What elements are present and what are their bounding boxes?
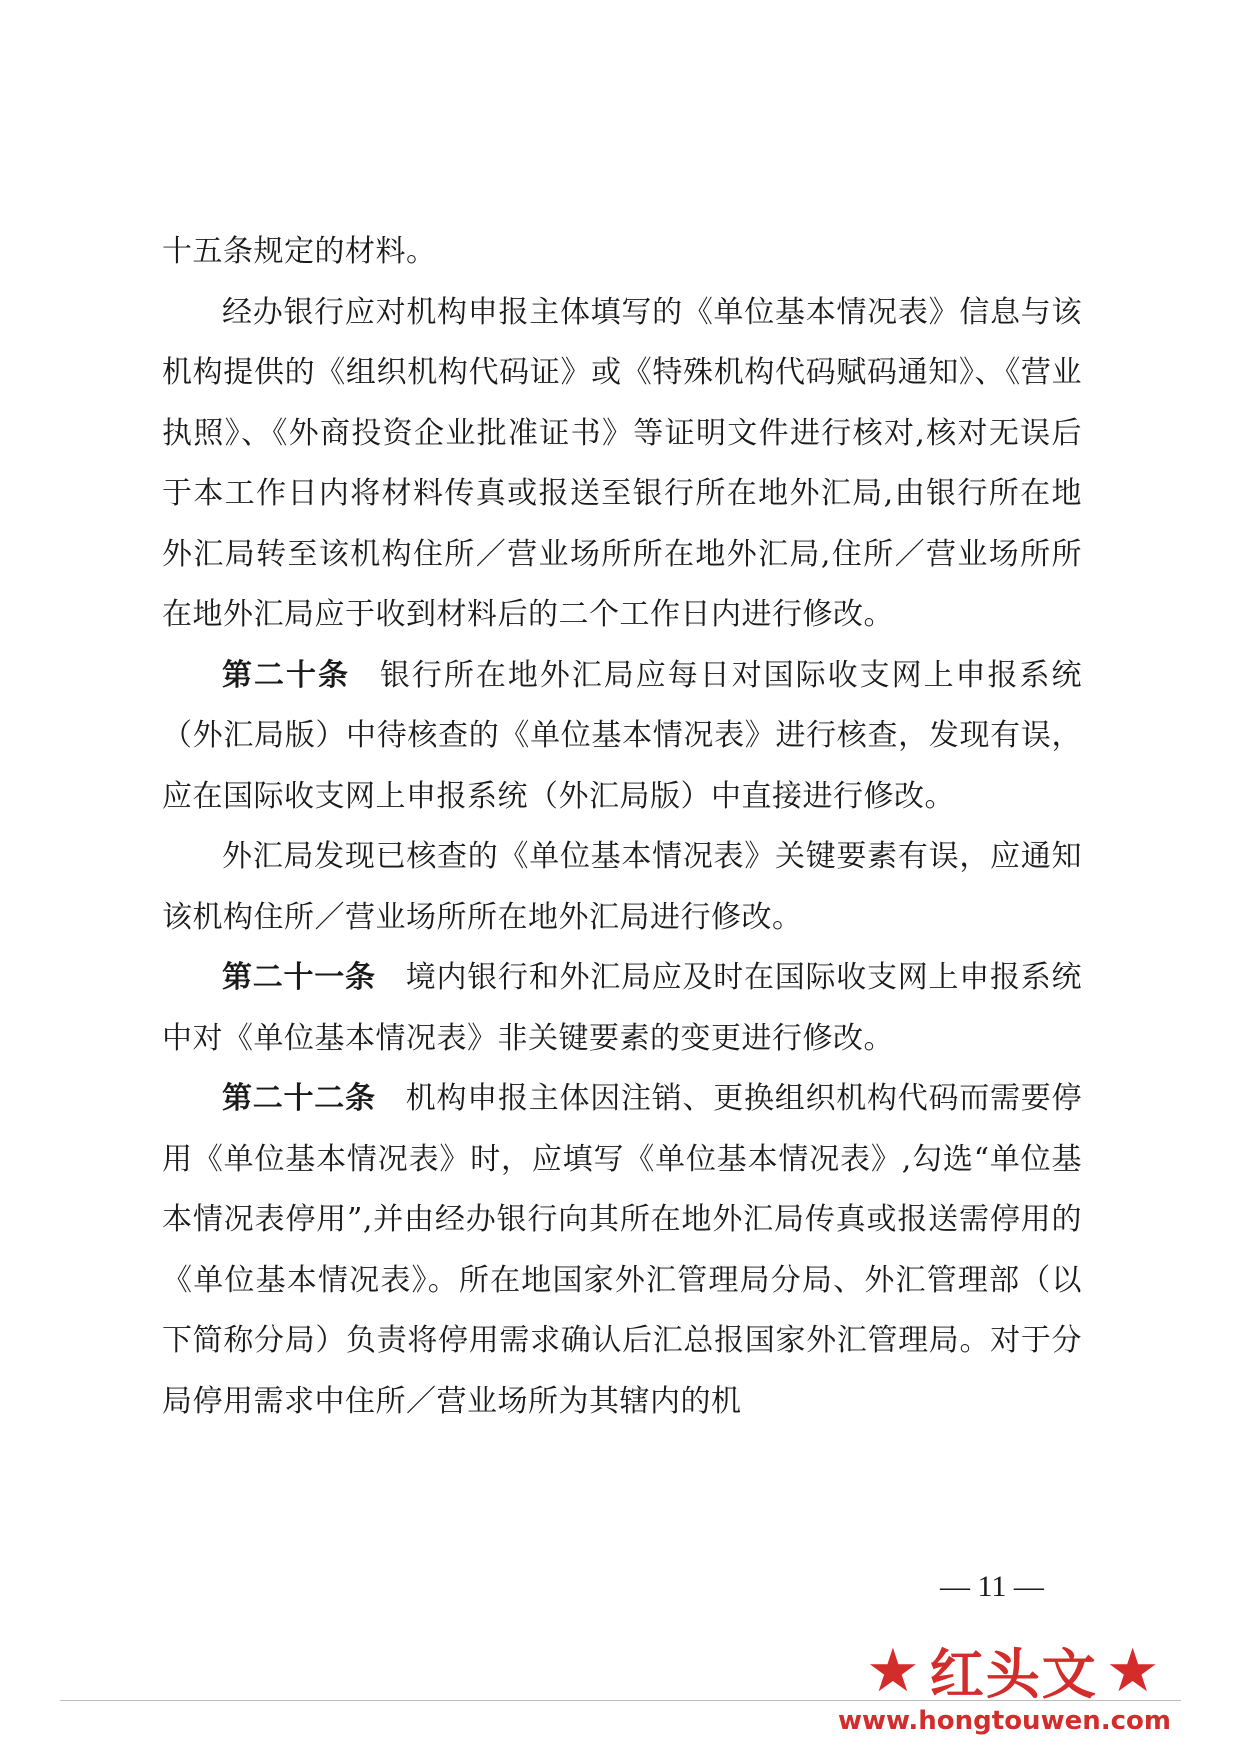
watermark-text: 红头文 (929, 1643, 1098, 1706)
paragraph-text: 银行所在地外汇局应每日对国际收支网上申报系统（外汇局版）中待核查的《单位基本情况表》进行核查，发现有误，应在国际收支网上申报系统（外汇局版）中直接进行修改。 (162, 657, 1083, 814)
paragraph-text: 经办银行应对机构申报主体填写的《单位基本情况表》信息与该机构提供的《组织机构代码证》或《特殊机构代码赋码通知》、《营业执照》、《外商投资企业批准证书》等证明文件进行核对,核对无误后于本工作日内将材料传真或报送至银行所在地外汇局,由银行所在地外汇局转至该机构住所／营业场所所在地外汇局,住所／营业场所所在地外汇局应于收到材料后的二个工作日内进行修改。 (162, 294, 1082, 632)
star-icon: ★ (866, 1635, 922, 1706)
article-number: 第二十二条 (222, 1081, 376, 1116)
paragraph (162, 222, 1082, 283)
paragraph (162, 1069, 1082, 1432)
article-number: 第二十条 (222, 657, 350, 693)
paragraph-text: 十五条规定的材料。 (162, 234, 437, 269)
paragraph (162, 948, 1082, 1069)
paragraph (162, 646, 1082, 828)
watermark-logo (866, 1632, 1162, 1709)
paragraph-text: 境内银行和外汇局应及时在国际收支网上申报系统中对《单位基本情况表》非关键要素的变更进行修改。 (162, 960, 1082, 1056)
paragraph-text: 机构申报主体因注销、更换组织机构代码而需要停用《单位基本情况表》时，应填写《单位基本情况表》,勾选“单位基本情况表停用”,并由经办银行向其所在地外汇局传真或报送需停用的《单位基本情况表》。所在地国家外汇管理局分局、外汇管理部（以下简称分局）负责将停用需求确认后汇总报国家外汇管理局。对于分局停用需求中住所／营业场所为其辖内的机 (162, 1081, 1082, 1419)
paragraph (162, 827, 1082, 948)
page-number: — 11 — (940, 1570, 1044, 1603)
star-icon: ★ (1105, 1635, 1162, 1706)
article-number: 第二十一条 (222, 960, 376, 995)
paragraph-text: 外汇局发现已核查的《单位基本情况表》关键要素有误，应通知该机构住所／营业场所所在地外汇局进行修改。 (162, 839, 1082, 935)
document-body (162, 222, 1082, 1432)
watermark-url[interactable]: www.hongtouwen.com (838, 1706, 1171, 1736)
paragraph (162, 283, 1082, 646)
